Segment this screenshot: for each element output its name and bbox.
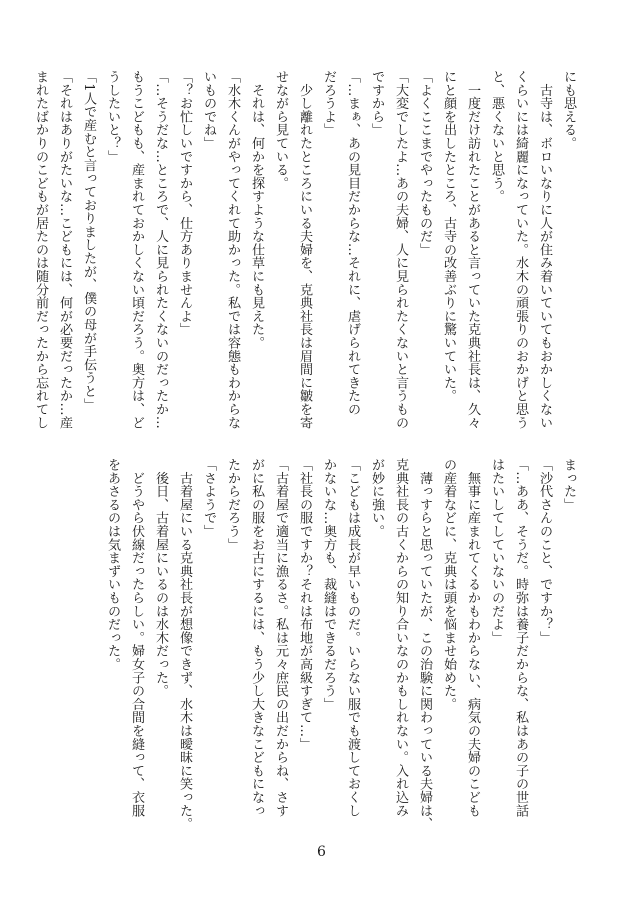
text-line: 「こどもは成長が早いものだ。いらない服でも渡しておくし xyxy=(345,458,360,818)
text-line: いものでね」 xyxy=(201,70,216,150)
text-line: ですから」 xyxy=(369,70,384,137)
text-line: をあさるのは気まずいものだった。 xyxy=(105,458,120,671)
text-line: 古着屋にいる克典社長が想像できず、水木は曖昧に笑った。 xyxy=(177,458,192,831)
lower-text-column-block xyxy=(60,458,580,831)
text-line: もうこどもも、産まれておかしくない頃だろう。奥方は、ど xyxy=(129,70,144,430)
text-line: 「…まぁ、あの見目だからな…それに、虐げられてきたの xyxy=(345,70,360,416)
text-line: まれたばかりのこどもが居たのは随分前だったから忘れてし xyxy=(33,70,48,430)
page-number: 6 xyxy=(317,844,326,860)
text-line: が妙に強い。 xyxy=(369,458,384,538)
text-line: それは、何かを探すような仕草にも見えた。 xyxy=(249,70,264,350)
text-line: 古寺は、ボロいなりに人が住み着いていてもおかしくない xyxy=(537,70,552,430)
text-line: 「古着屋で適当に漁るさ。私は元々庶民の出だからね、さす xyxy=(273,458,288,818)
text-line: くらいには綺麗になっていた。水木の頑張りのおかげと思う xyxy=(513,70,528,430)
text-line: 無事に産まれてくるかもわからない、病気の夫婦のこども xyxy=(465,458,480,818)
text-line: 「それはありがたいな…こどもには、何が必要だったか…産 xyxy=(57,70,72,430)
text-line: と、悪くないと思う。 xyxy=(489,70,504,203)
text-line: せながら見ている。 xyxy=(273,70,288,190)
text-line: にも思える。 xyxy=(561,70,576,150)
text-line: 「よくここまでやったものだ」 xyxy=(417,70,432,257)
text-line: たからだろう」 xyxy=(225,458,240,552)
text-line: 「さようで」 xyxy=(201,458,216,538)
text-line: 克典社長の古くからの知り合いなのかもしれない。入れ込み xyxy=(393,458,408,818)
text-line: まった」 xyxy=(561,458,576,512)
text-line: がに私の服をお古にするには、もう少し大きなこどもになっ xyxy=(249,458,264,818)
text-line: 「大変でしたよ…あの夫婦、人に見られたくないと言うもの xyxy=(393,70,408,430)
text-line: 「水木くんがやってくれて助かった。私では容態もわからな xyxy=(225,70,240,430)
text-line: 「…ああ、そうだ。時弥は養子だからな、私はあの子の世話 xyxy=(513,458,528,818)
text-line: かないな…奥方も、裁縫はできるだろう」 xyxy=(321,458,336,711)
text-line: 「？お忙しいですから、仕方ありませんよ」 xyxy=(177,70,192,336)
text-line: 「…そうだな…ところで、人に見られたくないのだったか… xyxy=(153,70,168,430)
text-line: 後日、古着屋にいるのは水木だった。 xyxy=(153,458,168,698)
text-line: にと顔を出したところ、古寺の改善ぶりに驚いていた。 xyxy=(441,70,456,403)
text-line: はたいしてしていないのだよ」 xyxy=(489,458,504,645)
text-line: うしたいと？」 xyxy=(105,70,120,164)
text-line: 少し離れたところにいる夫婦を、克典社長は眉間に皺を寄 xyxy=(297,70,312,430)
text-line: 「沙代さんのこと、ですか？」 xyxy=(537,458,552,645)
upper-text-column-block xyxy=(33,70,580,430)
text-line: 「社長の服ですか？それは布地が高級すぎて…」 xyxy=(297,458,312,751)
text-line: の産着などに、克典は頭を悩ませ始めた。 xyxy=(441,458,456,711)
text-line: どうやら伏線だったらしい。婦女子の合間を縫って、衣服 xyxy=(129,458,144,818)
text-line: 薄っすらと思っていたが、この治験に関わっている夫婦は、 xyxy=(417,458,432,831)
text-line: 「1人で産むと言っておりましたが、僕の母が手伝うと」 xyxy=(81,70,96,412)
text-line: 一度だけ訪れたことがあると言っていた克典社長は、久々 xyxy=(465,70,480,430)
text-line: だろうよ」 xyxy=(321,70,336,137)
